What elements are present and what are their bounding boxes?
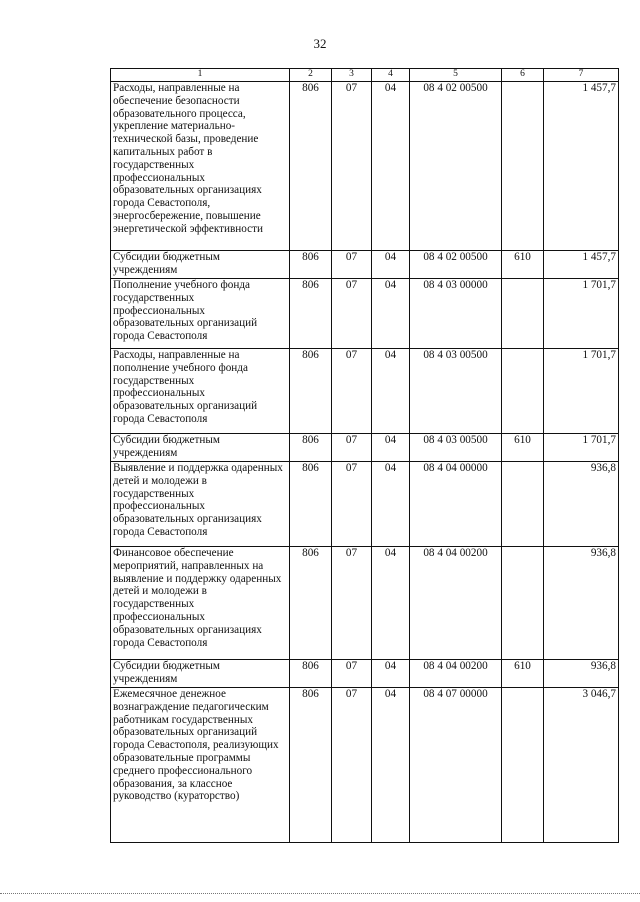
- row-name: Субсидии бюджетным учреждениям: [111, 434, 290, 462]
- row-expense-type: 610: [502, 660, 544, 688]
- header-col-2: 2: [290, 69, 332, 82]
- row-amount: 1 457,7: [544, 82, 619, 251]
- row-ministry-code: 806: [290, 462, 332, 547]
- row-subsection: 04: [372, 82, 410, 251]
- row-name: Расходы, направленные на пополнение учебного фонда государственных профессиональных образовательных организаций города Севастополя: [111, 349, 290, 434]
- header-col-4: 4: [372, 69, 410, 82]
- table-row: [111, 547, 619, 660]
- row-amount: 936,8: [544, 660, 619, 688]
- row-amount: 936,8: [544, 547, 619, 660]
- row-name: Субсидии бюджетным учреждениям: [111, 251, 290, 279]
- row-ministry-code: 806: [290, 688, 332, 843]
- row-target-article: 08 4 07 00000: [410, 688, 502, 843]
- row-name: Расходы, направленные на обеспечение безопасности образовательного процесса, укрепление материально-технической базы, проведение капитальных работ в государственных профессиональных образовательных организациях города Севастополя, энергосбережение, повышение энергетической эффективности: [111, 82, 290, 251]
- row-ministry-code: 806: [290, 251, 332, 279]
- row-ministry-code: 806: [290, 279, 332, 349]
- table-row: [111, 688, 619, 843]
- row-subsection: 04: [372, 251, 410, 279]
- row-expense-type: [502, 349, 544, 434]
- page-bottom-divider: [0, 893, 640, 894]
- table-row: [111, 251, 619, 279]
- row-section: 07: [332, 434, 372, 462]
- row-section: 07: [332, 349, 372, 434]
- row-amount: 1 701,7: [544, 434, 619, 462]
- row-ministry-code: 806: [290, 82, 332, 251]
- row-expense-type: [502, 688, 544, 843]
- row-target-article: 08 4 04 00000: [410, 462, 502, 547]
- table-row: [111, 279, 619, 349]
- table-row: [111, 82, 619, 251]
- table-row: [111, 462, 619, 547]
- row-subsection: 04: [372, 349, 410, 434]
- header-col-1: 1: [111, 69, 290, 82]
- row-expense-type: [502, 82, 544, 251]
- row-section: 07: [332, 462, 372, 547]
- row-target-article: 08 4 03 00500: [410, 434, 502, 462]
- row-name: Ежемесячное денежное вознаграждение педагогическим работникам государственных образовательных организаций города Севастополя, реализующих образовательные программы среднего профессионального образования, за классное руководство (кураторство): [111, 688, 290, 843]
- header-col-7: 7: [544, 69, 619, 82]
- row-subsection: 04: [372, 660, 410, 688]
- table-row: [111, 660, 619, 688]
- row-section: 07: [332, 660, 372, 688]
- row-amount: 936,8: [544, 462, 619, 547]
- table-header-row: [111, 69, 619, 82]
- row-ministry-code: 806: [290, 660, 332, 688]
- row-target-article: 08 4 03 00000: [410, 279, 502, 349]
- row-name: Выявление и поддержка одаренных детей и молодежи в государственных профессиональных образовательных организациях города Севастополя: [111, 462, 290, 547]
- row-section: 07: [332, 279, 372, 349]
- row-ministry-code: 806: [290, 434, 332, 462]
- row-section: 07: [332, 251, 372, 279]
- table-row: [111, 434, 619, 462]
- row-subsection: 04: [372, 688, 410, 843]
- row-amount: 1 701,7: [544, 279, 619, 349]
- row-section: 07: [332, 82, 372, 251]
- header-col-3: 3: [332, 69, 372, 82]
- page-number: 32: [313, 36, 327, 51]
- row-ministry-code: 806: [290, 547, 332, 660]
- row-section: 07: [332, 547, 372, 660]
- row-target-article: 08 4 04 00200: [410, 660, 502, 688]
- row-ministry-code: 806: [290, 349, 332, 434]
- header-col-5: 5: [410, 69, 502, 82]
- row-section: 07: [332, 688, 372, 843]
- row-name: Финансовое обеспечение мероприятий, направленных на выявление и поддержку одаренных детей и молодежи в государственных профессиональных образовательных организациях города Севастополя: [111, 547, 290, 660]
- budget-table: [110, 68, 619, 843]
- row-name: Субсидии бюджетным учреждениям: [111, 660, 290, 688]
- row-target-article: 08 4 03 00500: [410, 349, 502, 434]
- row-subsection: 04: [372, 279, 410, 349]
- row-subsection: 04: [372, 462, 410, 547]
- row-name: Пополнение учебного фонда государственных профессиональных образовательных организаций города Севастополя: [111, 279, 290, 349]
- row-amount: 1 457,7: [544, 251, 619, 279]
- row-expense-type: [502, 547, 544, 660]
- row-target-article: 08 4 04 00200: [410, 547, 502, 660]
- row-subsection: 04: [372, 547, 410, 660]
- row-amount: 3 046,7: [544, 688, 619, 843]
- row-expense-type: [502, 462, 544, 547]
- row-amount: 1 701,7: [544, 349, 619, 434]
- row-expense-type: 610: [502, 251, 544, 279]
- row-expense-type: [502, 279, 544, 349]
- row-subsection: 04: [372, 434, 410, 462]
- table-row: [111, 349, 619, 434]
- row-target-article: 08 4 02 00500: [410, 251, 502, 279]
- row-target-article: 08 4 02 00500: [410, 82, 502, 251]
- header-col-6: 6: [502, 69, 544, 82]
- row-expense-type: 610: [502, 434, 544, 462]
